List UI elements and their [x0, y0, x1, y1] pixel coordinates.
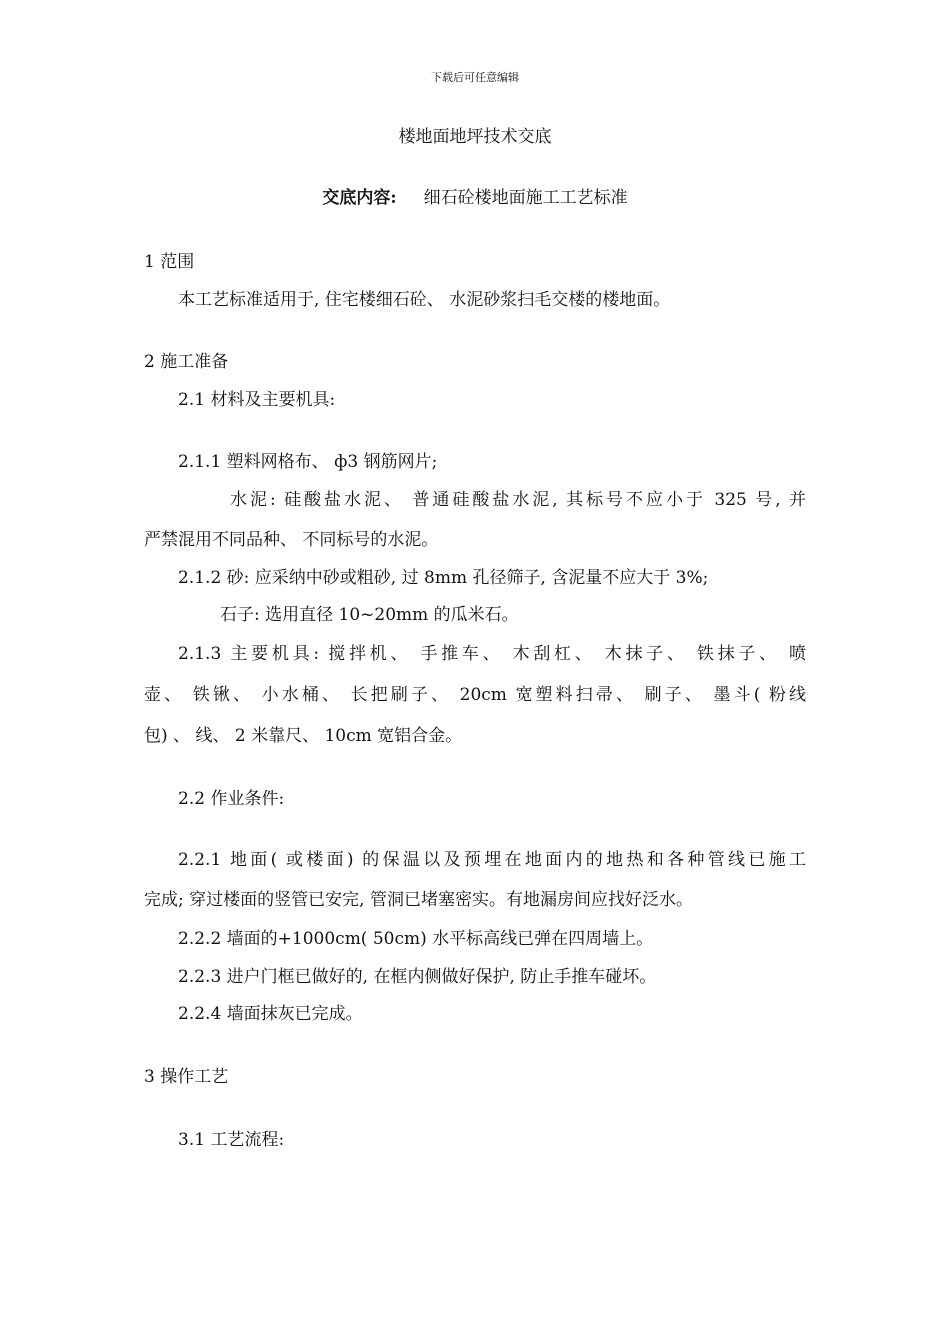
section-1-text: 本工艺标准适用于, 住宅楼细石砼、 水泥砂浆扫毛交楼的楼地面。	[178, 290, 671, 310]
section-2-2-3: 2.2.3 进户门框已做好的, 在框内侧做好保护, 防止手推车碰坏。	[178, 967, 657, 987]
header-note: 下载后可任意编辑	[431, 71, 519, 84]
section-2-2-2: 2.2.2 墙面的+1000cm( 50cm) 水平标高线已弹在四周墙上。	[178, 929, 654, 949]
section-2-1-2: 2.1.2 砂: 应采纳中砂或粗砂, 过 8mm 孔径筛子, 含泥量不应大于 3%;	[178, 568, 709, 588]
subtitle-label: 交底内容:	[322, 188, 397, 208]
section-2-2-4: 2.2.4 墙面抹灰已完成。	[178, 1004, 363, 1024]
document-subtitle	[0, 187, 950, 209]
section-3-heading: 3 操作工艺	[144, 1067, 229, 1087]
section-2-heading: 2 施工准备	[144, 352, 229, 372]
section-2-1-3-line3: 包) 、 线、 2 米靠尺、 10cm 宽铝合金。	[144, 726, 463, 746]
section-2-1-1-cement-line2: 严禁混用不同品种、 不同标号的水泥。	[144, 530, 439, 550]
section-2-1-3-line2: 壶、 铁锹、 小水桶、 长把刷子、 20cm 宽塑料扫帚、 刷子、 墨斗( 粉线	[144, 685, 806, 705]
section-2-2-1-line1: 2.2.1 地面( 或楼面) 的保温以及预埋在地面内的地热和各种管线已施工	[178, 850, 806, 870]
subtitle-value: 细石砼楼地面施工工艺标准	[423, 188, 628, 208]
section-2-1-1-cement-line1: 水泥: 硅酸盐水泥、 普通硅酸盐水泥, 其标号不应小于 325 号, 并	[230, 490, 806, 510]
section-1-heading: 1 范围	[144, 252, 195, 272]
section-2-2-heading: 2.2 作业条件:	[178, 789, 285, 809]
section-2-1-heading: 2.1 材料及主要机具:	[178, 390, 336, 410]
subtitle-spacer	[402, 188, 418, 208]
document-title: 楼地面地坪技术交底	[398, 127, 552, 147]
section-3-1-heading: 3.1 工艺流程:	[178, 1130, 285, 1150]
section-2-1-2-stone: 石子: 选用直径 10~20mm 的瓜米石。	[220, 605, 519, 625]
section-2-1-1: 2.1.1 塑料网格布、 ф3 钢筋网片;	[178, 452, 438, 472]
section-2-2-1-line2: 完成; 穿过楼面的竖管已安完, 管洞已堵塞密实。有地漏房间应找好泛水。	[144, 890, 693, 910]
section-2-1-3-line1: 2.1.3 主要机具: 搅拌机、 手推车、 木刮杠、 木抹子、 铁抹子、 喷	[178, 644, 806, 664]
